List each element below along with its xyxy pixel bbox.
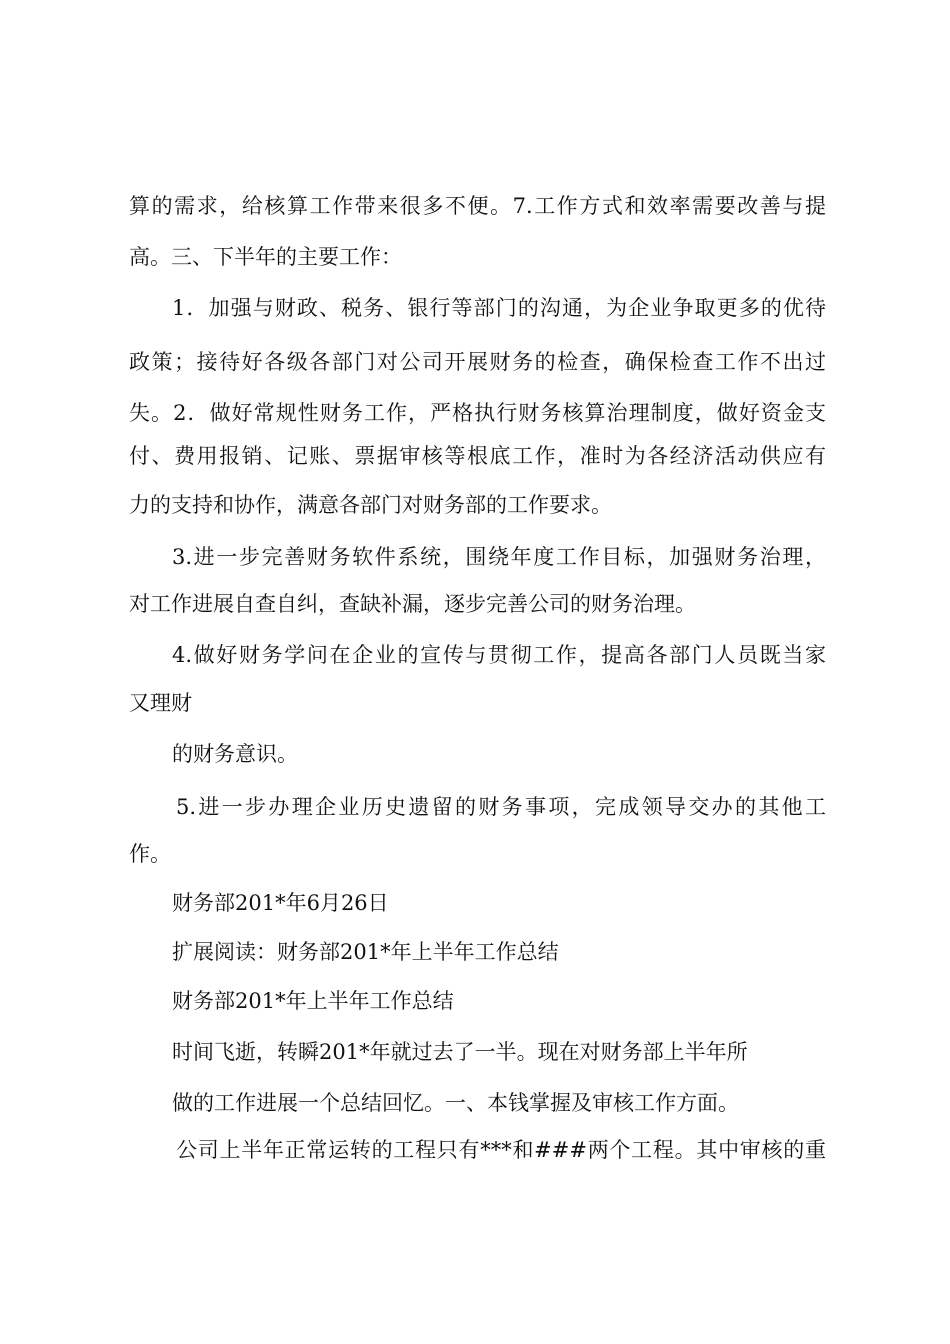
text-line-1 [129, 191, 826, 221]
text-line-18: 时间飞逝，转瞬201*年就过去了一半。现在对财务部上半年所 [172, 1040, 748, 1064]
text-line-3 [172, 293, 826, 323]
text-line-13 [176, 792, 826, 822]
text-line-6 [129, 441, 826, 471]
text-line-4 [129, 347, 826, 377]
text-line-5-content: 失。2．做好常规性财务工作，严格执行财务核算治理制度，做好资金支 [129, 401, 826, 425]
text-line-13-content: 5.进一步办理企业历史遗留的财务事项，完成领导交办的其他工 [176, 795, 826, 819]
text-line-20-content: 公司上半年正常运转的工程只有***和###两个工程。其中审核的重 [176, 1138, 826, 1162]
text-line-2: 高。三、下半年的主要工作： [129, 245, 402, 269]
text-line-10-content: 4.做好财务学问在企业的宣传与贯彻工作，提高各部门人员既当家 [172, 643, 826, 667]
text-line-8-content: 3.进一步完善财务软件系统，围绕年度工作目标，加强财务治理， [172, 545, 826, 569]
text-line-10 [172, 640, 826, 670]
text-line-15: 财务部201*年6月26日 [172, 891, 389, 915]
text-line-11: 又理财 [129, 691, 192, 715]
text-line-20 [176, 1135, 826, 1165]
text-line-19: 做的工作进展一个总结回忆。一、本钱掌握及审核工作方面。 [172, 1091, 739, 1115]
text-line-17: 财务部201*年上半年工作总结 [172, 989, 454, 1013]
text-line-12: 的财务意识。 [172, 742, 298, 766]
text-line-4-content: 政策；接待好各级各部门对公司开展财务的检查，确保检查工作不出过 [129, 350, 826, 374]
text-line-6-content: 付、费用报销、记账、票据审核等根底工作，准时为各经济活动供应有 [129, 444, 826, 468]
text-line-3-content: 1．加强与财政、税务、银行等部门的沟通，为企业争取更多的优待 [172, 296, 826, 320]
text-line-5 [129, 398, 826, 428]
text-line-9: 对工作进展自查自纠，查缺补漏，逐步完善公司的财务治理。 [129, 592, 696, 616]
text-line-14: 作。 [129, 842, 171, 866]
text-line-16: 扩展阅读：财务部201*年上半年工作总结 [172, 940, 559, 964]
text-line-7: 力的支持和协作，满意各部门对财务部的工作要求。 [129, 493, 612, 517]
text-line-1-content: 算的需求，给核算工作带来很多不便。7.工作方式和效率需要改善与提 [129, 194, 826, 218]
text-line-8 [172, 542, 826, 572]
